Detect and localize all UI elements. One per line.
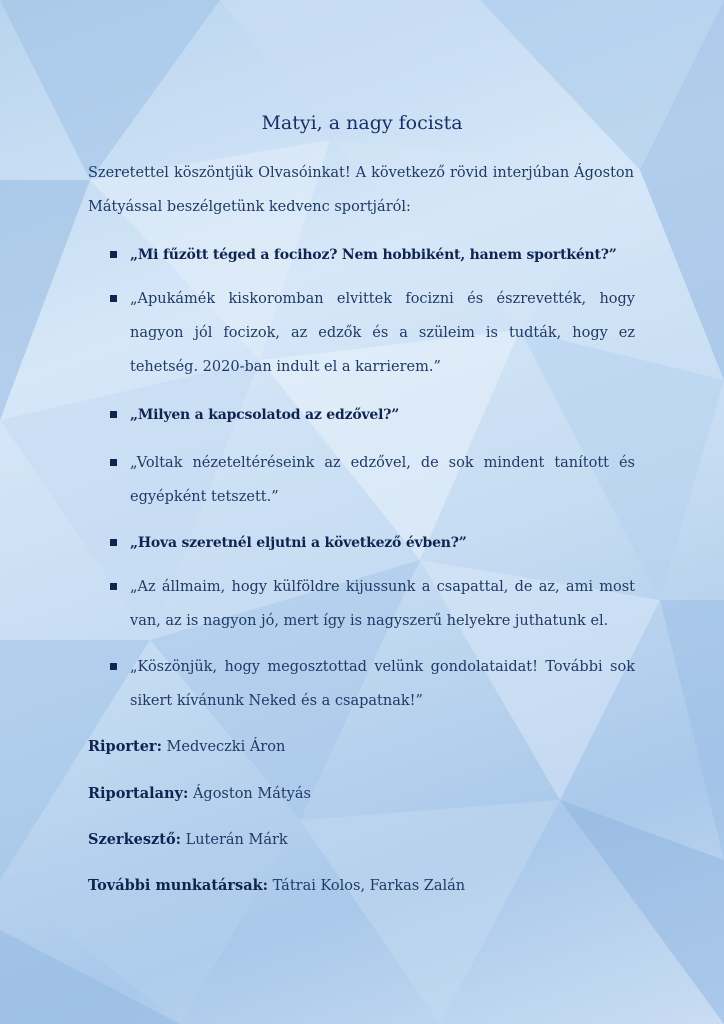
credit-label: Riporter: bbox=[88, 738, 162, 755]
answer-text: „Köszönjük, hogy megosztottad velünk gondolataidat! További sok sikert kívánunk Neked és a csapatnak!” bbox=[130, 659, 635, 709]
question-item bbox=[130, 398, 635, 432]
article-title: Matyi, a nagy focista bbox=[261, 112, 463, 134]
question-text: „Hova szeretnél eljutni a következő évben?” bbox=[130, 535, 467, 551]
question-item bbox=[130, 238, 635, 272]
question-text: „Mi fűzött téged a focihoz? Nem hobbiként, hanem sportként?” bbox=[130, 247, 617, 263]
square-bullet-icon bbox=[110, 539, 117, 546]
square-bullet-icon bbox=[110, 251, 117, 258]
answer-item bbox=[130, 446, 635, 514]
credit-value: Luterán Márk bbox=[185, 832, 288, 848]
square-bullet-icon bbox=[110, 459, 117, 466]
answer-item bbox=[130, 570, 635, 638]
credit-value: Tátrai Kolos, Farkas Zalán bbox=[272, 878, 466, 894]
intro-paragraph: Szeretettel köszöntjük Olvasóinkat! A következő rövid interjúban Ágoston Mátyással beszélgetünk kedvenc sportjáról: bbox=[88, 165, 634, 215]
credit-contributors bbox=[88, 877, 465, 894]
answer-text: „Apukámék kiskoromban elvittek focizni és észrevették, hogy nagyon jól focizok, az edzők és a szüleim is tudták, hogy ez tehetség. 2020-ban indult el a karrierem.” bbox=[130, 291, 635, 375]
square-bullet-icon bbox=[110, 663, 117, 670]
credit-value: Ágoston Mátyás bbox=[192, 786, 311, 802]
credit-label: További munkatársak: bbox=[88, 877, 269, 894]
square-bullet-icon bbox=[110, 295, 117, 302]
answer-item bbox=[130, 650, 635, 718]
square-bullet-icon bbox=[110, 411, 117, 418]
question-text: „Milyen a kapcsolatod az edzővel?” bbox=[130, 407, 400, 423]
credit-reporter bbox=[88, 738, 285, 755]
credit-label: Szerkesztő: bbox=[88, 831, 181, 848]
answer-text: „Voltak nézeteltéréseink az edzővel, de sok mindent tanított és egyépként tetszett.” bbox=[130, 455, 635, 505]
credit-interviewee bbox=[88, 785, 311, 802]
square-bullet-icon bbox=[110, 583, 117, 590]
credit-label: Riportalany: bbox=[88, 785, 189, 802]
question-item bbox=[130, 526, 635, 560]
answer-item bbox=[130, 282, 635, 384]
credit-editor bbox=[88, 831, 288, 848]
answer-text: „Az állmaim, hogy külföldre kijussunk a csapattal, de az, ami most van, az is nagyon jó, mert így is nagyszerű helyekre juthatunk el. bbox=[130, 579, 635, 629]
credit-value: Medveczki Áron bbox=[166, 739, 286, 755]
